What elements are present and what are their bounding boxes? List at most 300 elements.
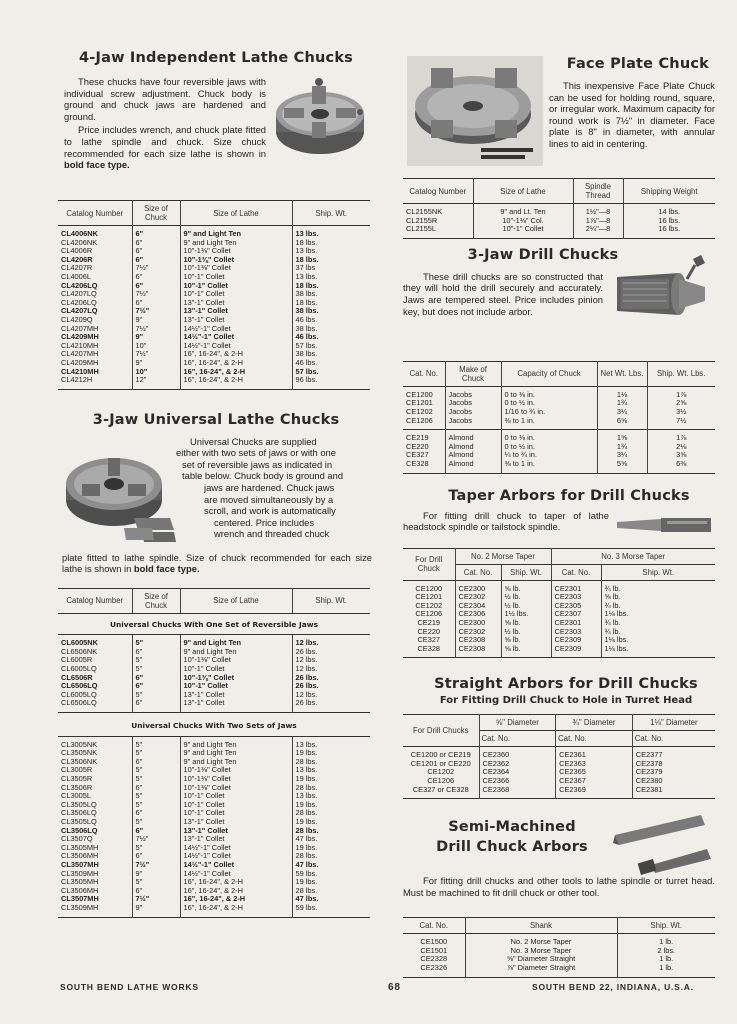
cell-size-of-lathe: 10"-1⅜" Col. bbox=[473, 217, 573, 226]
three-jaw-universal-chuck-illustration bbox=[62, 448, 178, 548]
cell-ship-wt: 38 lbs. bbox=[295, 349, 318, 359]
three-jaw-universal-table bbox=[58, 588, 370, 918]
cell-size-of-chuck: 5" bbox=[132, 635, 180, 648]
four-jaw-description: These chucks have four reversible jaws with individual screw adjustment. Chuck body is ground and chuck jaws are hardened and ground. bbox=[64, 76, 266, 122]
taper-arbors-table-body bbox=[403, 580, 715, 658]
cell-cat-no: CE1201 bbox=[403, 399, 445, 408]
cell-for-drill-chuck: CE220 bbox=[403, 628, 455, 637]
cell-ship-wt: 2⅛ bbox=[676, 441, 687, 451]
cell-no3-ship-wt: 1⅛ lbs. bbox=[604, 635, 629, 645]
cell-ship-wt: 46 lbs. bbox=[295, 314, 318, 324]
drill-chucks-almond-body bbox=[403, 430, 715, 473]
cell-for-drill-chucks: CE1200 or CE219 bbox=[403, 747, 479, 760]
cell-ship-wt: 26 lbs. bbox=[295, 681, 319, 691]
cell-size-of-lathe: 14½"-1" Collet bbox=[180, 342, 292, 351]
col-cat-no: Cat. No. bbox=[455, 564, 501, 580]
cell-size-of-chuck: 9" bbox=[132, 904, 180, 917]
cell-size-of-chuck: 6" bbox=[132, 282, 180, 291]
cell-shank: No. 2 Morse Taper bbox=[465, 934, 617, 947]
col-cat-no: Cat. No. bbox=[403, 918, 465, 934]
cell-no2-ship-wt: ⅝ lb. bbox=[501, 636, 551, 645]
straight-arbors-table bbox=[403, 714, 715, 799]
cell-ship-wt: 47 lbs. bbox=[295, 859, 319, 869]
cell-ship-wt: 6⅜ bbox=[676, 458, 687, 468]
cell-ship-wt: 12 lbs. bbox=[295, 689, 318, 699]
taper-arbor-illustration bbox=[615, 516, 715, 534]
cell-no3-cat-no: CE2309 bbox=[551, 636, 601, 645]
face-plate-table bbox=[403, 178, 715, 239]
cell-no2-cat-no: CE2308 bbox=[455, 636, 501, 645]
cell-for-drill-chucks: CE327 or CE328 bbox=[403, 786, 479, 799]
cell-no3-cat-no: CE2307 bbox=[551, 610, 601, 619]
cell-capacity: ¼ to ¾ in. bbox=[501, 451, 597, 460]
cell-ship-wt: 38 lbs. bbox=[295, 323, 318, 333]
four-jaw-price-note: Price includes wrench, and chuck plate fitted to lathe spindle and chuck. Size chuck recommended for each size lathe is shown in bold face type. bbox=[64, 124, 266, 171]
cell-ship-wt: 28 lbs. bbox=[295, 756, 318, 766]
cell-ship-wt: 26 lbs. bbox=[295, 698, 318, 708]
cell-catalog-number: CL4006L bbox=[58, 273, 132, 282]
table-row bbox=[58, 635, 370, 648]
table-row bbox=[58, 226, 370, 239]
cell-make: Almond bbox=[445, 443, 501, 452]
cell-catalog-number: CL3509MH bbox=[58, 904, 132, 917]
cell-for-drill-chuck: CE219 bbox=[403, 619, 455, 628]
cell-catalog-number: CL4209MH bbox=[58, 359, 132, 368]
footer-right: SOUTH BEND 22, INDIANA, U.S.A. bbox=[532, 982, 694, 992]
cell-catalog-number: CL3005NK bbox=[58, 736, 132, 749]
cell-size-of-chuck: 7½" bbox=[132, 290, 180, 299]
cell-size-of-lathe: 13"-1" Collet bbox=[180, 835, 292, 844]
cell-catalog-number: CL3506NK bbox=[58, 758, 132, 767]
cell-ship-wt: 57 lbs. bbox=[295, 366, 319, 376]
cell-size-of-chuck: 6" bbox=[132, 273, 180, 282]
cell-size-of-lathe: 10"-1⅜" Collet bbox=[180, 766, 292, 775]
cell-no3-cat-no: CE2305 bbox=[551, 602, 601, 611]
cell-catalog-number: CL3005L bbox=[58, 792, 132, 801]
cell-size-of-lathe: 10"-1⅜" Collet bbox=[180, 775, 292, 784]
footer-left: SOUTH BEND LATHE WORKS bbox=[60, 982, 199, 992]
cell-size-of-lathe: 10"-1⅜" Collet bbox=[180, 656, 292, 665]
cell-no3-cat-no: CE2309 bbox=[551, 645, 601, 658]
col-catalog-number: Catalog Number bbox=[58, 588, 132, 613]
cell-catalog-number: CL4207LQ bbox=[58, 307, 132, 316]
cell-no2-cat-no: CE2302 bbox=[455, 593, 501, 602]
cell-catalog-number: CL6506LQ bbox=[58, 682, 132, 691]
cell-size-of-lathe: 9" and Light Ten bbox=[180, 239, 292, 248]
cell-size-of-lathe: 9" and Light Ten bbox=[180, 749, 292, 758]
cell-size-of-chuck: 5" bbox=[132, 656, 180, 665]
cell-size-of-lathe: 16", 16-24", & 2-H bbox=[180, 368, 292, 377]
four-jaw-table-body bbox=[58, 226, 370, 390]
cell-size-of-lathe: 13"-1" Collet bbox=[180, 699, 292, 712]
cell-catalog-number: CL4006NK bbox=[58, 226, 132, 239]
cell-no3-ship-wt: ¾ lb. bbox=[604, 583, 621, 593]
cell-ship-wt: 19 lbs. bbox=[295, 799, 318, 809]
cell-size-of-lathe: 13"-1" Collet bbox=[180, 691, 292, 700]
cell-catalog-number: CL3506MH bbox=[58, 852, 132, 861]
cell-cat-no: CE328 bbox=[403, 460, 445, 473]
cell-ship-wt: 96 lbs. bbox=[295, 375, 318, 385]
cell-size-of-chuck: 5" bbox=[132, 818, 180, 827]
cell-size-of-lathe: 9" and Light Ten bbox=[180, 648, 292, 657]
drill-chucks-jacobs-body bbox=[403, 386, 715, 429]
cell-ship-wt: 13 lbs. bbox=[295, 765, 318, 775]
cell-catalog-number: CL3506LQ bbox=[58, 827, 132, 836]
cell-capacity: 1/16 to ¾ in. bbox=[501, 408, 597, 417]
cell-spindle-thread: 2¼"—8 bbox=[573, 225, 623, 238]
cell-catalog-number: CL3507MH bbox=[58, 895, 132, 904]
cell-size-of-lathe: 14½"-1" Collet bbox=[180, 870, 292, 879]
cell-shipping-weight: 16 lbs. bbox=[658, 215, 681, 225]
col-size-of-chuck: Size of Chuck bbox=[132, 588, 180, 613]
cell-for-drill-chuck: CE328 bbox=[403, 645, 455, 658]
cell-no3-ship-wt: ¾ lb. bbox=[604, 600, 621, 610]
col-catalog-number: Catalog Number bbox=[58, 201, 132, 226]
face-plate-chuck-illustration bbox=[407, 56, 543, 166]
right-column bbox=[403, 50, 715, 978]
cell-catalog-number: CL3505MH bbox=[58, 878, 132, 887]
cell-ship-wt: 28 lbs. bbox=[295, 851, 318, 861]
table-row bbox=[403, 786, 715, 799]
left-column bbox=[58, 50, 370, 918]
cell-size-of-lathe: 14½"-1" Collet bbox=[180, 861, 292, 870]
cell-size-of-lathe: 10"-1⅜" Collet bbox=[180, 247, 292, 256]
cell-ship-wt: 1 lb. bbox=[659, 963, 674, 973]
table-row bbox=[403, 204, 715, 217]
four-jaw-title: 4-Jaw Independent Lathe Chucks bbox=[78, 50, 354, 66]
cell-size-of-lathe: 16", 16-24", & 2-H bbox=[180, 350, 292, 359]
three-jaw-universal-description bbox=[176, 436, 372, 540]
cell-size-of-chuck: 6" bbox=[132, 887, 180, 896]
cell-ship-wt: 1 lb. bbox=[659, 954, 674, 964]
cell-for-drill-chuck: CE1200 bbox=[403, 580, 455, 593]
cell-no2-cat-no: CE2302 bbox=[455, 628, 501, 637]
cell-cat-no: CE1200 bbox=[403, 386, 445, 399]
cell-ship-wt: 28 lbs. bbox=[295, 808, 318, 818]
cell-cat-no: CE1501 bbox=[403, 947, 465, 956]
cell-net-wt: 5⅝ bbox=[597, 460, 647, 473]
cell-size-of-lathe: 10"-1" Collet bbox=[180, 792, 292, 801]
cell-size-of-chuck: 9" bbox=[132, 359, 180, 368]
table-row bbox=[403, 964, 715, 977]
cell-size-of-chuck: 9" bbox=[132, 333, 180, 342]
col-ship-wt: Ship. Wt. bbox=[501, 564, 551, 580]
col-ship-wt: Ship. Wt. bbox=[617, 918, 715, 934]
cell-net-wt: 1¾ bbox=[597, 443, 647, 452]
cell-size-of-lathe: 9" and Light Ten bbox=[180, 758, 292, 767]
cell-size-of-chuck: 5" bbox=[132, 665, 180, 674]
cell-net-wt: 1⅛ bbox=[597, 386, 647, 399]
cell-size-of-lathe: 14½"-1" Collet bbox=[180, 325, 292, 334]
col-cat-no: Cat. No. bbox=[556, 731, 633, 747]
cell-cat-no: CE1206 bbox=[403, 417, 445, 430]
cell-catalog-number: CL3506MH bbox=[58, 887, 132, 896]
cell-size-of-chuck: 5" bbox=[132, 736, 180, 749]
cell-ship-wt: 2⅝ bbox=[676, 398, 687, 408]
four-jaw-table bbox=[58, 200, 370, 390]
cell-ship-wt: 3⅝ bbox=[676, 450, 687, 460]
cell-no2-ship-wt: ½ lb. bbox=[501, 628, 551, 637]
semi-machined-table bbox=[403, 917, 715, 977]
col-for-drill-chuck: For Drill Chuck bbox=[403, 548, 455, 580]
cell-make: Jacobs bbox=[445, 408, 501, 417]
cell-catalog-number: CL4006R bbox=[58, 247, 132, 256]
cell-ship-wt: 57 lbs. bbox=[295, 340, 318, 350]
cell-shank: No. 3 Morse Taper bbox=[465, 947, 617, 956]
cell-spindle-thread: 1⅞"—8 bbox=[573, 217, 623, 226]
cell-ship-wt: 46 lbs. bbox=[295, 332, 319, 342]
cell-ship-wt: 13 lbs. bbox=[295, 791, 318, 801]
cell-catalog-number: CL6506LQ bbox=[58, 699, 132, 712]
cell-catalog-number: CL4210MH bbox=[58, 368, 132, 377]
col-cat-no: Cat. No. bbox=[632, 731, 715, 747]
cell-catalog-number: CL4209Q bbox=[58, 316, 132, 325]
two-sets-table-body bbox=[58, 736, 370, 917]
col-ship-wt: Ship. Wt. Lbs. bbox=[647, 361, 715, 386]
cell-catalog-number: CL3506R bbox=[58, 784, 132, 793]
col-group-5-8-diameter: ⅝" Diameter bbox=[479, 715, 556, 731]
cell-ship-wt: 18 lbs. bbox=[295, 297, 318, 307]
cell-ship-wt: 28 lbs. bbox=[295, 782, 318, 792]
cell-size-of-chuck: 6" bbox=[132, 699, 180, 712]
cell-ship-wt: 19 lbs. bbox=[295, 877, 318, 887]
cell-cat-no: CE1500 bbox=[403, 934, 465, 947]
cell-catalog-number: CL6506NK bbox=[58, 648, 132, 657]
cell-catalog-number: CL4206R bbox=[58, 256, 132, 265]
col-cat-no: Cat. No. bbox=[403, 361, 445, 386]
cell-catalog-number: CL6506R bbox=[58, 674, 132, 683]
para-line-7: centered. Price includes bbox=[214, 516, 315, 528]
cell-catalog-number: CL6005LQ bbox=[58, 691, 132, 700]
cell-capacity: ⅜ to 1 in. bbox=[501, 460, 597, 473]
cell-size-of-lathe: 10"-1" Collet bbox=[180, 290, 292, 299]
cell-catalog-number: CL4209MH bbox=[58, 333, 132, 342]
cell-ship-wt: 7½ bbox=[676, 415, 687, 425]
cell-catalog-number: CL3507Q bbox=[58, 835, 132, 844]
cell-ship-wt: 13 lbs. bbox=[295, 229, 319, 238]
cell-ship-wt: 38 lbs. bbox=[295, 306, 319, 316]
cell-1-1-8-cat-no: CE2377 bbox=[635, 750, 663, 760]
cell-shipping-weight: 14 lbs. bbox=[658, 207, 681, 216]
cell-catalog-number: CL2155L bbox=[403, 225, 473, 238]
cell-no3-ship-wt: ⅝ lb. bbox=[604, 592, 621, 602]
cell-no2-ship-wt: ⅝ lb. bbox=[501, 619, 551, 628]
cell-size-of-lathe: 13"-1" Collet bbox=[180, 827, 292, 836]
cell-no3-ship-wt: 1⅛ lbs. bbox=[604, 643, 629, 653]
col-group-no2-morse: No. 2 Morse Taper bbox=[455, 548, 551, 564]
cell-size-of-chuck: 6" bbox=[132, 674, 180, 683]
cell-size-of-chuck: 5" bbox=[132, 844, 180, 853]
cell-size-of-chuck: 6" bbox=[132, 247, 180, 256]
straight-arbors-subtitle: For Fitting Drill Chuck to Hole in Turret Head bbox=[439, 695, 693, 707]
semi-machined-description: For fitting drill chucks and other tools to lathe spindle or turret head. Must be machined to fit drill chuck or other tool. bbox=[403, 875, 715, 898]
cell-5-8-cat-no: CE2360 bbox=[479, 747, 556, 760]
face-plate-table-body bbox=[403, 204, 715, 239]
cell-size-of-chuck: 7½" bbox=[132, 350, 180, 359]
cell-catalog-number: CL3507MH bbox=[58, 861, 132, 870]
cell-size-of-chuck: 6" bbox=[132, 682, 180, 691]
cell-ship-wt: 59 lbs. bbox=[295, 902, 318, 912]
cell-capacity: 0 to ½ in. bbox=[501, 399, 597, 408]
cell-net-wt: 1⅝ bbox=[597, 430, 647, 443]
cell-size-of-chuck: 9" bbox=[132, 316, 180, 325]
cell-size-of-lathe: 10"-1" Collet bbox=[180, 273, 292, 282]
cell-net-wt: 1¾ bbox=[597, 399, 647, 408]
cell-catalog-number: CL3505MH bbox=[58, 844, 132, 853]
cell-no3-ship-wt: 1⅛ lbs. bbox=[604, 609, 629, 619]
cell-cat-no: CE1202 bbox=[403, 408, 445, 417]
cell-size-of-lathe: 14½"-1" Collet bbox=[180, 852, 292, 861]
cell-catalog-number: CL3505LQ bbox=[58, 818, 132, 827]
col-size-of-lathe: Size of Lathe bbox=[180, 201, 292, 226]
col-group-3-4-diameter: ¾" Diameter bbox=[556, 715, 633, 731]
cell-ship-wt: 19 lbs. bbox=[295, 816, 318, 826]
cell-cat-no: CE220 bbox=[403, 443, 445, 452]
cell-no2-cat-no: CE2300 bbox=[455, 619, 501, 628]
drill-chuck-illustration bbox=[609, 253, 713, 333]
cell-catalog-number: CL6005NK bbox=[58, 635, 132, 648]
cell-size-of-lathe: 16", 16-24", & 2-H bbox=[180, 376, 292, 389]
cell-no2-cat-no: CE2304 bbox=[455, 602, 501, 611]
cell-1-1-8-cat-no: CE2381 bbox=[635, 784, 663, 794]
cell-capacity: 0 to ⅜ in. bbox=[501, 386, 597, 399]
col-spindle-thread: Spindle Thread bbox=[573, 179, 623, 204]
cell-cat-no: CE2328 bbox=[403, 955, 465, 964]
taper-arbors-intro bbox=[403, 510, 715, 546]
cell-catalog-number: CL3005R bbox=[58, 766, 132, 775]
drill-chucks-table bbox=[403, 361, 715, 474]
cell-size-of-chuck: 10" bbox=[132, 342, 180, 351]
cell-ship-wt: 1 lb. bbox=[659, 937, 674, 947]
cell-size-of-chuck: 9" bbox=[132, 870, 180, 879]
col-make-of-chuck: Make of Chuck bbox=[445, 361, 501, 386]
table-row bbox=[403, 417, 715, 430]
cell-size-of-chuck: 7½" bbox=[132, 325, 180, 334]
cell-5-8-cat-no: CE2364 bbox=[479, 768, 556, 777]
three-jaw-universal-price-note: plate fitted to lathe spindle. Size of chuck recommended for each size lathe is shown in bold face type. bbox=[62, 551, 372, 575]
cell-size-of-chuck: 6" bbox=[132, 648, 180, 657]
cell-ship-wt: 28 lbs. bbox=[295, 825, 319, 835]
para-line-0: Universal Chucks are supplied bbox=[190, 435, 317, 447]
taper-arbors-description: For fitting drill chuck to taper of lathe headstock spindle or tailstock spindle. bbox=[403, 509, 609, 533]
semi-machined-title-line1: Semi-Machined bbox=[448, 819, 576, 836]
three-jaw-universal-intro bbox=[58, 436, 370, 582]
cell-capacity: 0 to ½ in. bbox=[501, 443, 597, 452]
semi-machined-arbor-illustration bbox=[611, 813, 715, 875]
cell-5-8-cat-no: CE2362 bbox=[479, 760, 556, 769]
cell-size-of-lathe: 14½"-1" Collet bbox=[180, 333, 292, 342]
cell-ship-wt: 19 lbs. bbox=[295, 774, 318, 783]
one-set-table-body bbox=[58, 635, 370, 713]
cell-no3-ship-wt: ¾ lb. bbox=[604, 626, 621, 636]
cell-catalog-number: CL4207MH bbox=[58, 325, 132, 334]
cell-size-of-lathe: 10"-1" Collet bbox=[180, 809, 292, 818]
cell-ship-wt: 1⅞ bbox=[676, 389, 687, 399]
drill-chucks-description: These drill chucks are so constructed that they will hold the drill securely and accurately. Jaws are tempered steel. Price includes pinion key, but does not include arbor. bbox=[403, 270, 603, 317]
cell-5-8-cat-no: CE2368 bbox=[479, 786, 556, 799]
cell-for-drill-chucks: CE1206 bbox=[403, 777, 479, 786]
cell-ship-wt: 46 lbs. bbox=[295, 357, 318, 367]
cell-size-of-chuck: 10" bbox=[132, 368, 180, 377]
cell-size-of-chuck: 12" bbox=[132, 376, 180, 389]
col-shipping-weight: Shipping Weight bbox=[623, 179, 715, 204]
cell-for-drill-chucks: CE1201 or CE220 bbox=[403, 760, 479, 769]
cell-ship-wt: 3½ bbox=[676, 406, 687, 416]
cell-ship-wt: 18 lbs. bbox=[295, 280, 319, 290]
col-cat-no: Cat. No. bbox=[479, 731, 556, 747]
cell-no2-ship-wt: ½ lb. bbox=[501, 602, 551, 611]
cell-no2-ship-wt: ⅝ lb. bbox=[501, 645, 551, 658]
table-row bbox=[403, 747, 715, 760]
cell-make: Almond bbox=[445, 451, 501, 460]
cell-no3-cat-no: CE2301 bbox=[551, 580, 601, 593]
cell-size-of-lathe: 9" and Lt. Ten bbox=[473, 204, 573, 217]
face-plate-description: This inexpensive Face Plate Chuck can be used for holding round, square, or irregular work. Maximum capacity for round work is 7½" in diameter. Face plate is 8" in diameter, with annular lines to aid in centering. bbox=[549, 80, 715, 149]
cell-size-of-chuck: 6" bbox=[132, 852, 180, 861]
face-plate-title: Face Plate Chuck bbox=[566, 56, 709, 72]
cell-no3-cat-no: CE2301 bbox=[551, 619, 601, 628]
cell-spindle-thread: 1½"—8 bbox=[573, 204, 623, 217]
cell-cat-no: CE2326 bbox=[403, 964, 465, 977]
four-jaw-chuck-illustration bbox=[272, 72, 368, 164]
straight-arbors-table-body bbox=[403, 747, 715, 799]
cell-ship-wt: 13 lbs. bbox=[295, 246, 318, 256]
col-group-no3-morse: No. 3 Morse Taper bbox=[551, 548, 715, 564]
cell-capacity: ⅜ to 1 in. bbox=[501, 417, 597, 430]
cell-net-wt: 3¼ bbox=[597, 451, 647, 460]
cell-catalog-number: CL4206LQ bbox=[58, 282, 132, 291]
para-line-1: either with two sets of jaws or with one bbox=[176, 447, 336, 459]
cell-ship-wt: 18 lbs. bbox=[295, 237, 318, 247]
cell-net-wt: 3¼ bbox=[597, 408, 647, 417]
cell-catalog-number: CL3509MH bbox=[58, 870, 132, 879]
col-shank: Shank bbox=[465, 918, 617, 934]
col-group-1-1-8-diameter: 1⅛" Diameter bbox=[632, 715, 715, 731]
cell-ship-wt: 26 lbs. bbox=[295, 646, 318, 656]
cell-size-of-lathe: 9" and Light Ten bbox=[180, 736, 292, 749]
cell-catalog-number: CL4210MH bbox=[58, 342, 132, 351]
cell-size-of-lathe: 10"-1" Collet bbox=[180, 665, 292, 674]
cell-ship-wt: 2 lbs. bbox=[657, 945, 676, 955]
cell-size-of-chuck: 7½" bbox=[132, 264, 180, 273]
cell-shipping-weight: 16 lbs. bbox=[658, 224, 681, 234]
cell-size-of-chuck: 6" bbox=[132, 784, 180, 793]
cell-no2-ship-wt: 1½ lbs. bbox=[501, 610, 551, 619]
cell-size-of-lathe: 16", 16-24", & 2-H bbox=[180, 887, 292, 896]
cell-shank: ⅝" Diameter Straight bbox=[465, 955, 617, 964]
cell-5-8-cat-no: CE2366 bbox=[479, 777, 556, 786]
cell-size-of-lathe: 16", 16-24", & 2-H bbox=[180, 895, 292, 904]
cell-3-4-cat-no: CE2369 bbox=[556, 786, 633, 799]
col-net-wt: Net Wt. Lbs. bbox=[597, 361, 647, 386]
cell-size-of-chuck: 5" bbox=[132, 691, 180, 700]
col-for-drill-chucks: For Drill Chucks bbox=[403, 715, 479, 747]
table-row bbox=[403, 645, 715, 658]
cell-3-4-cat-no: CE2361 bbox=[556, 747, 633, 760]
cell-no2-cat-no: CE2308 bbox=[455, 645, 501, 658]
cell-shank: ⅞" Diameter Straight bbox=[465, 964, 617, 977]
cell-3-4-cat-no: CE2367 bbox=[556, 777, 633, 786]
table-row bbox=[58, 376, 370, 389]
para-line-3: table below. Chuck body is ground and bbox=[182, 470, 344, 482]
straight-arbors-title: Straight Arbors for Drill Chucks bbox=[434, 676, 698, 693]
cell-size-of-chuck: 5" bbox=[132, 749, 180, 758]
cell-ship-wt: 13 lbs. bbox=[295, 739, 318, 749]
cell-make: Almond bbox=[445, 460, 501, 473]
semi-machined-title-line2: Drill Chuck Arbors bbox=[436, 839, 588, 856]
cell-ship-wt: 47 lbs. bbox=[295, 834, 318, 844]
three-jaw-universal-title: 3-Jaw Universal Lathe Chucks bbox=[92, 411, 340, 428]
